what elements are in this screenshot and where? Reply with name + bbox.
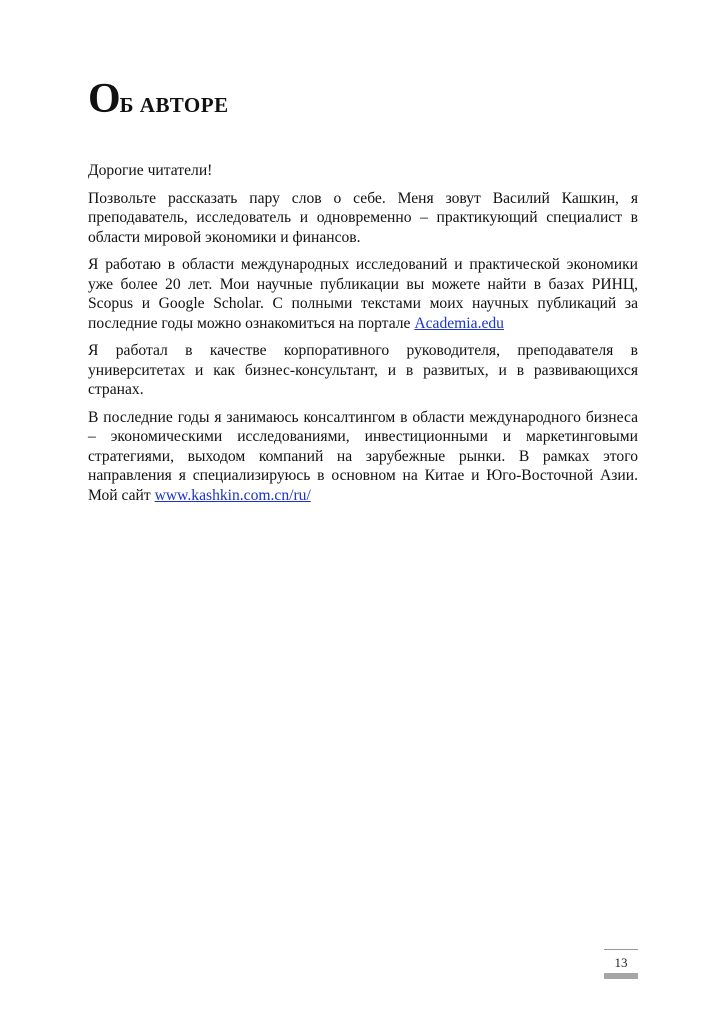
paragraph-greeting: Дорогие читатели! [88,162,213,179]
page-number-bar [604,973,638,979]
website-link[interactable]: www.kashkin.com.cn/ru/ [154,486,311,504]
paragraph-consulting-text: В последние годы я занимаюсь консалтингом в области международного бизнеса – экономическими исследованиями, инвестиционными и маркетинговыми стратегиями, выходом компаний на зарубежные рынки. В рамках этого направления я специализируюсь в основном на Китае и Юго-Восточной Азии. Мой сайт [88,408,638,504]
paragraph-research-text: Я работаю в области международных исследований и практической экономики уже более 20 лет. Мои научные публикации вы можете найти в базах РИНЦ, Scopus и Google Scholar. С полными текстами моих научных публикаций за последние годы можно ознакомиться на портале [88,256,638,332]
title-rest: Б АВТОРЕ [119,93,229,117]
page-number-block [604,949,638,979]
academia-link[interactable]: Academia.edu [414,314,504,332]
page-number-rule [604,949,638,950]
page-number: 13 [614,955,628,970]
title-initial-letter: О [88,76,120,122]
page-title [88,78,229,120]
body-text [88,161,638,513]
paragraph-experience: Я работал в качестве корпоративного руководителя, преподавателя в университетах и как бизнес-консультант, и в развитых, и в развивающихся странах. [88,342,638,398]
paragraph-research [88,255,638,333]
paragraph-intro: Позвольте рассказать пару слов о себе. Меня зовут Василий Кашкин, я преподаватель, исследователь и одновременно – практикующий специалист в области мировой экономики и финансов. [88,189,638,246]
paragraph-consulting [88,408,638,506]
